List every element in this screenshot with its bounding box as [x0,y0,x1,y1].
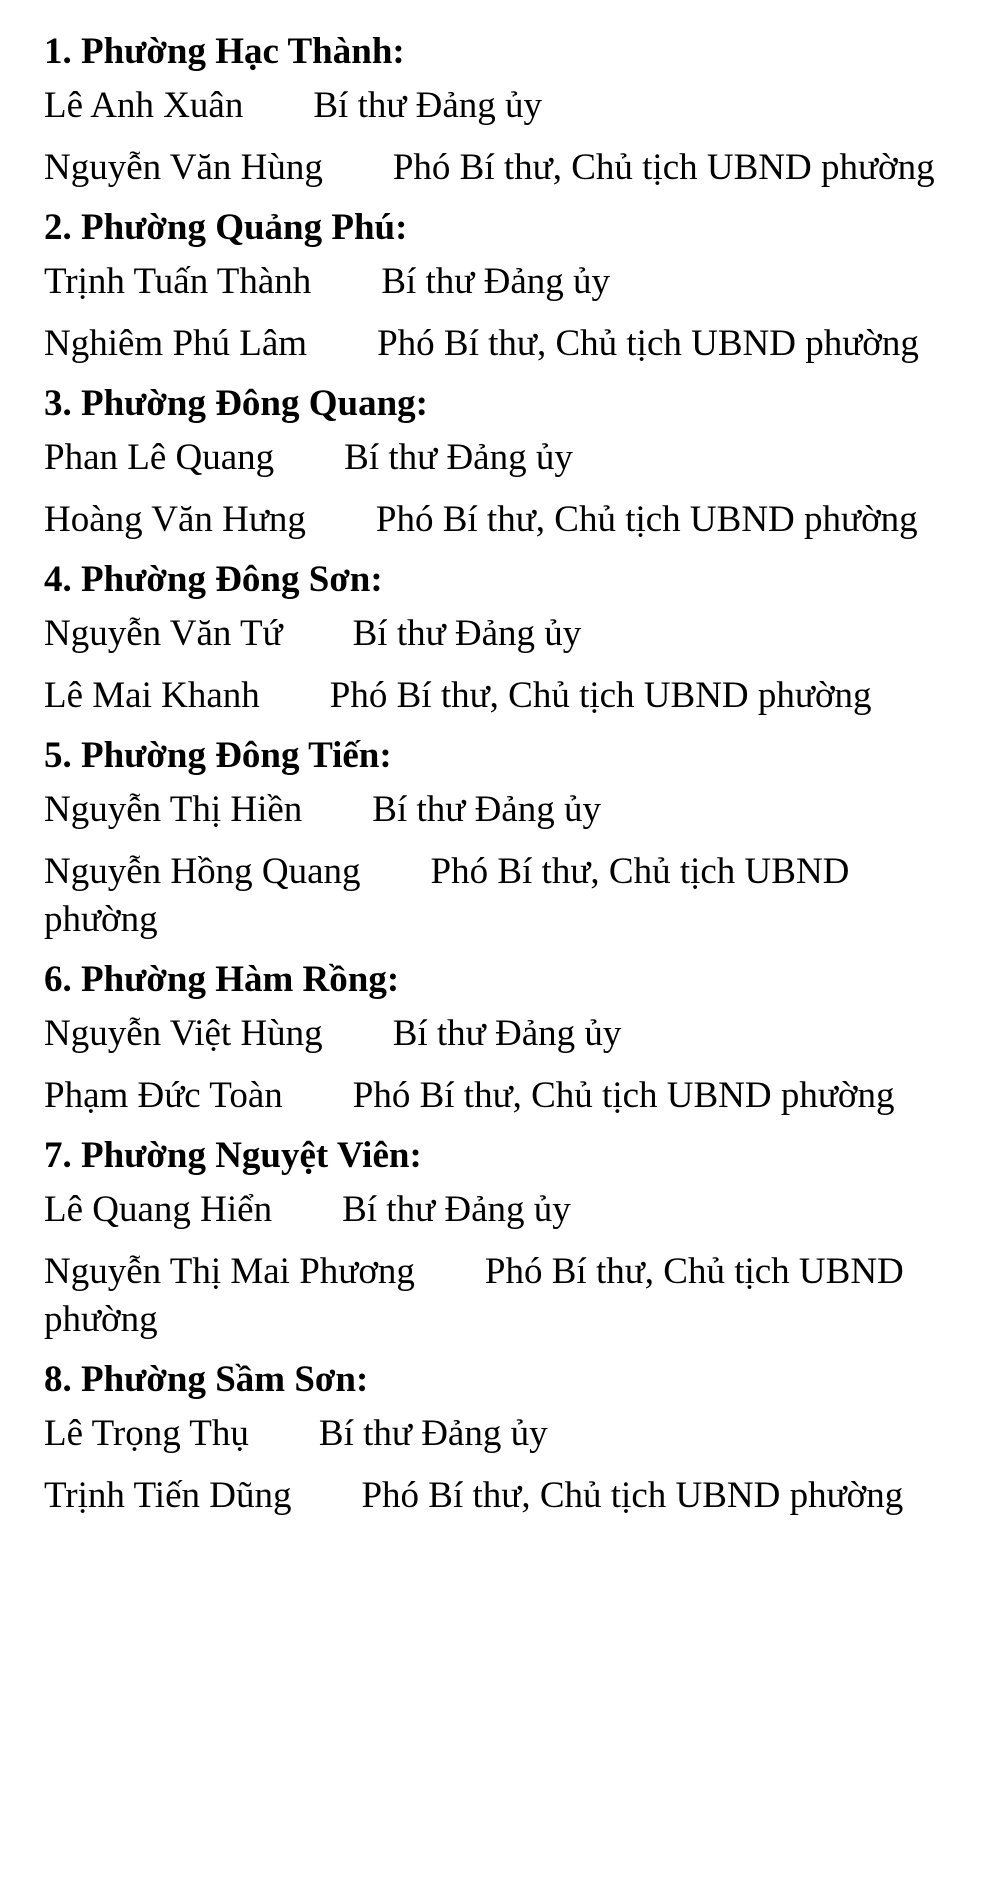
person-row [44,320,944,368]
person-name: Lê Quang Hiển [44,1189,273,1230]
person-row [44,848,944,944]
person-name: Phan Lê Quang [44,437,275,478]
person-role: Bí thư Đảng ủy [392,1013,622,1054]
person-role: Bí thư Đảng ủy [313,85,543,126]
person-role: Bí thư Đảng ủy [352,613,582,654]
person-name: Phạm Đức Toàn [44,1075,283,1116]
person-name: Nguyễn Hồng Quang [44,851,361,892]
section-title: 2. Phường Quảng Phú: [44,207,408,248]
person-row [44,610,944,658]
person-name: Nguyễn Việt Hùng [44,1013,323,1054]
person-row [44,1010,944,1058]
section-title: 4. Phường Đông Sơn: [44,559,383,600]
person-row [44,672,944,720]
person-name: Nghiêm Phú Lâm [44,323,308,364]
person-role: Phó Bí thư, Chủ tịch UBND phường [392,147,935,188]
person-row [44,434,944,482]
person-role: Phó Bí thư, Chủ tịch UBND phường [361,1475,904,1516]
section-title: 6. Phường Hàm Rồng: [44,959,400,1000]
person-row [44,258,944,306]
person-role: Phó Bí thư, Chủ tịch UBND phường [352,1075,895,1116]
person-role: Bí thư Đảng ủy [372,789,601,830]
person-role: Bí thư Đảng ủy [344,437,573,478]
person-row [44,82,944,130]
person-row [44,1186,944,1234]
person-name: Trịnh Tiến Dũng [44,1475,292,1516]
person-role: Phó Bí thư, Chủ tịch UBND phường [377,323,919,364]
person-name: Lê Anh Xuân [44,85,244,126]
person-name: Nguyễn Thị Hiền [44,789,303,830]
person-row [44,1072,944,1120]
person-name: Nguyễn Thị Mai Phương [44,1251,415,1292]
section-title: 1. Phường Hạc Thành: [44,31,405,72]
person-name: Lê Mai Khanh [44,675,260,716]
section-title: 8. Phường Sầm Sơn: [44,1359,369,1400]
person-row [44,496,944,544]
person-role: Phó Bí thư, Chủ tịch UBND phường [375,499,918,540]
person-name: Nguyễn Văn Tứ [44,613,283,654]
person-row [44,1410,944,1458]
person-name: Hoàng Văn Hưng [44,499,306,540]
person-name: Nguyễn Văn Hùng [44,147,323,188]
section-title: 7. Phường Nguyệt Viên: [44,1135,422,1176]
person-role: Bí thư Đảng ủy [381,261,610,302]
person-role: Bí thư Đảng ủy [318,1413,548,1454]
person-name: Trịnh Tuấn Thành [44,261,312,302]
person-role: Phó Bí thư, Chủ tịch UBND phường [44,1251,904,1340]
section-title: 3. Phường Đông Quang: [44,383,429,424]
section-title: 5. Phường Đông Tiến: [44,735,392,776]
person-name: Lê Trọng Thụ [44,1413,249,1454]
person-row [44,144,944,192]
person-role: Phó Bí thư, Chủ tịch UBND phường [44,851,850,940]
person-role: Phó Bí thư, Chủ tịch UBND phường [329,675,872,716]
person-row [44,786,944,834]
person-role: Bí thư Đảng ủy [342,1189,571,1230]
person-row [44,1248,944,1344]
person-row [44,1472,944,1520]
